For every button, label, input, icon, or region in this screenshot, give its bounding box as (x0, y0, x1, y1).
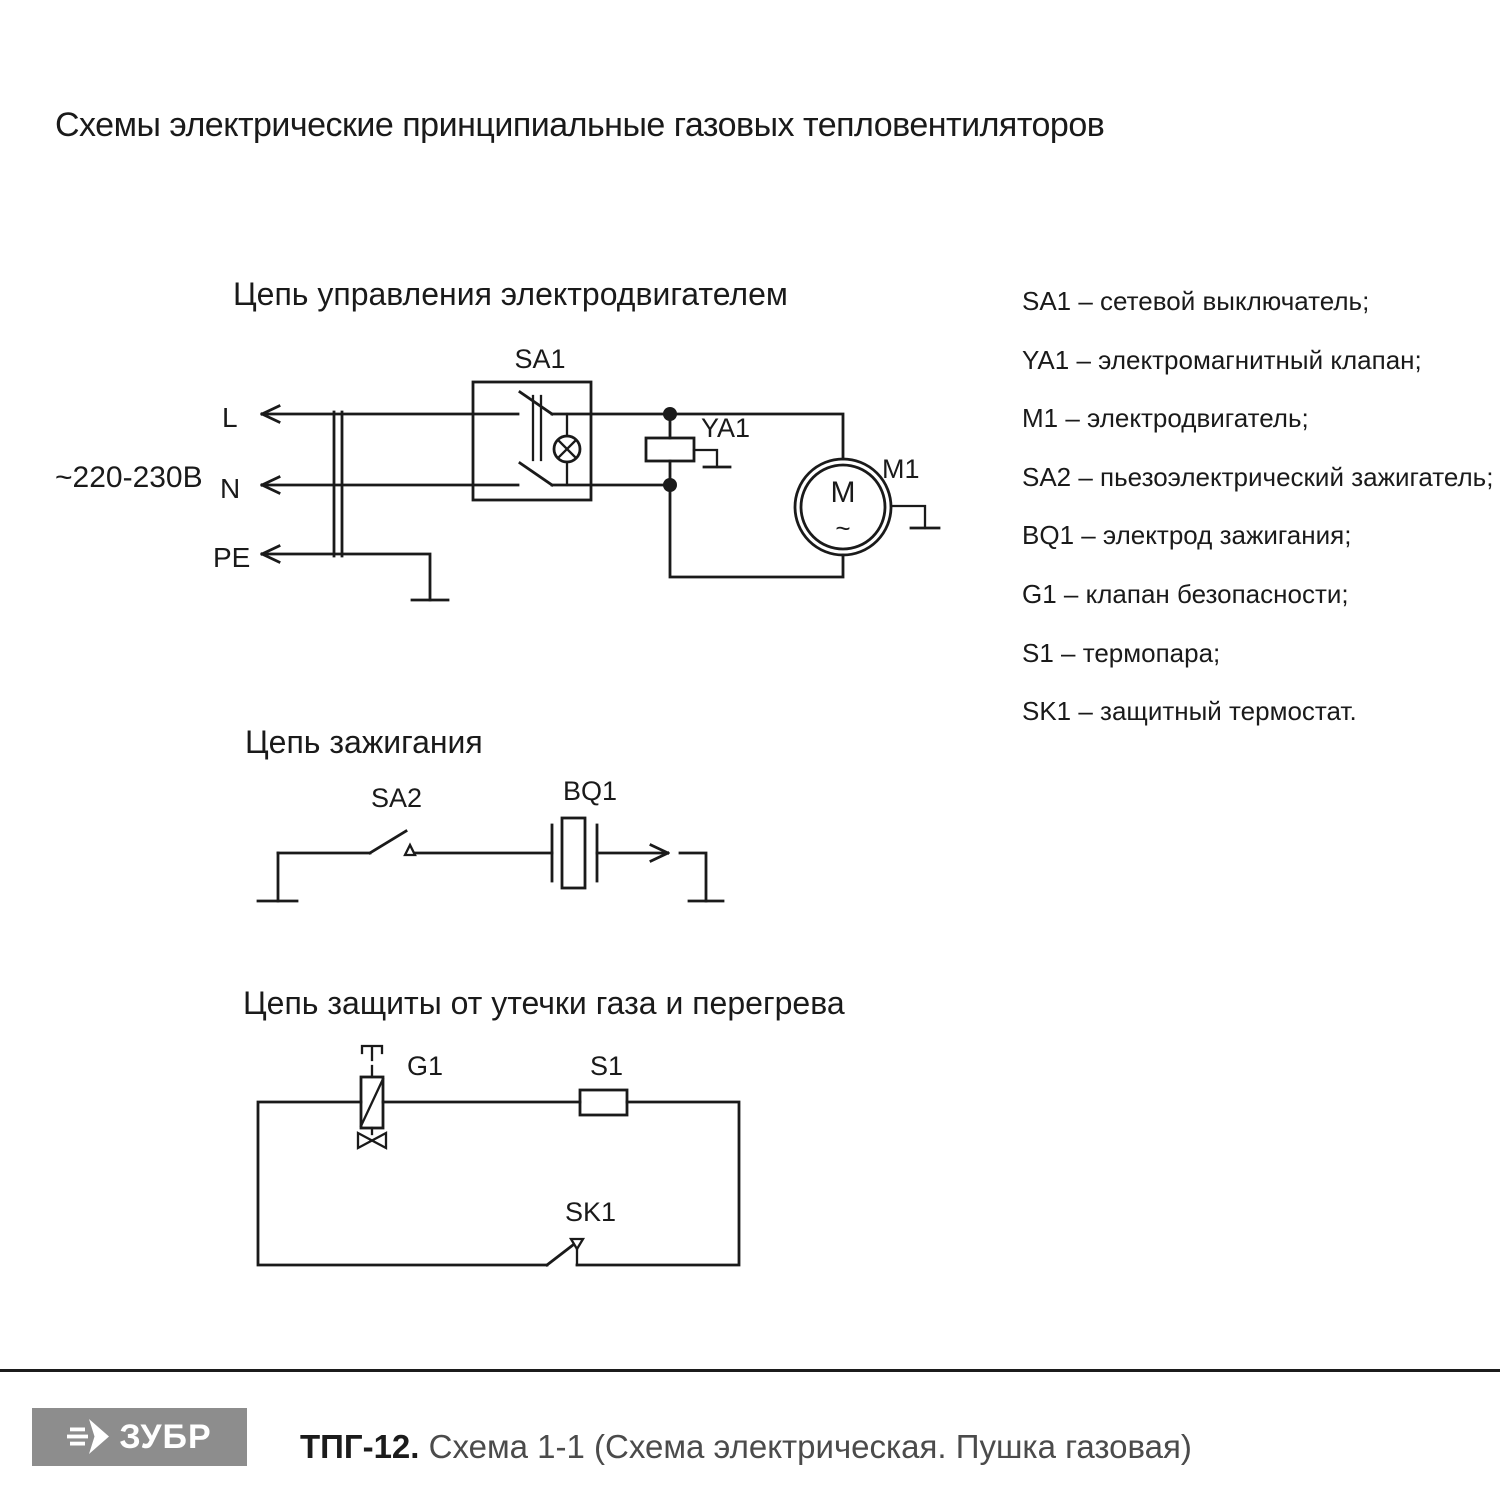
m1-label: M1 (882, 454, 920, 484)
ignition-circuit (245, 724, 723, 901)
ya1-label: YA1 (701, 413, 751, 443)
terminal-l-label: L (222, 402, 238, 433)
terminal-n-label: N (220, 473, 241, 504)
bq1-electrode-symbol (552, 818, 597, 888)
switch-blade (520, 463, 552, 485)
wire-l-to-motor (552, 414, 843, 459)
supply-voltage-label: ~220-230В (55, 461, 203, 494)
earth-ground-icon (694, 450, 730, 467)
terminal-pe-label: PE (213, 542, 251, 573)
gas-valve-bowtie-icon (358, 1128, 386, 1148)
footer-divider (0, 1369, 1500, 1372)
sa2-label: SA2 (371, 783, 423, 813)
s1-label: S1 (590, 1051, 624, 1081)
legend-item: BQ1 – электрод зажигания; (1022, 520, 1352, 551)
section-heading-motor-control: Цепь управления электродвигателем (233, 276, 788, 312)
switch-blade (520, 392, 552, 414)
valve-actuator-icon (362, 1046, 382, 1077)
page-title: Схемы электрические принципиальные газовых тепловентиляторов (55, 106, 1105, 144)
legend-item: SA1 – сетевой выключатель; (1022, 286, 1370, 316)
schema-description: Схема 1-1 (Схема электрическая. Пушка газовая) (428, 1428, 1192, 1465)
spark-arrow-icon (597, 845, 668, 861)
brand-logo (32, 1408, 247, 1466)
g1-label: G1 (407, 1051, 444, 1081)
spark-gap-electrode (680, 853, 723, 901)
g1-safety-valve-symbol (358, 1046, 386, 1148)
model-number: ТПГ-12. (300, 1428, 420, 1465)
earth-ground-icon (258, 853, 297, 901)
section-heading-protection: Цепь защиты от утечки газа и перегрева (243, 985, 845, 1021)
legend-item: SK1 – защитный термостат. (1022, 696, 1357, 727)
wire-loop-left (258, 1102, 547, 1265)
wire-pe (262, 554, 430, 600)
footer-caption (300, 1428, 1192, 1466)
brand-name: ЗУБР (119, 1417, 212, 1456)
legend-item: G1 – клапан безопасности; (1022, 578, 1349, 609)
earth-ground-icon (891, 506, 939, 528)
legend-item: YA1 – электромагнитный клапан; (1022, 344, 1422, 375)
s1-thermocouple-symbol (580, 1090, 627, 1115)
bq1-label: BQ1 (563, 776, 618, 806)
sa1-switch-symbol (473, 382, 591, 500)
sk1-thermostat-symbol (547, 1239, 583, 1265)
indicator-lamp-icon (554, 414, 580, 485)
wire-loop-right (577, 1102, 739, 1265)
arrow-right-icon (67, 1417, 111, 1457)
sa1-label: SA1 (514, 344, 566, 374)
sa2-switch-symbol (370, 831, 415, 855)
section-heading-ignition: Цепь зажигания (245, 724, 483, 760)
motor-control-circuit (55, 276, 939, 600)
sk1-label: SK1 (565, 1197, 617, 1227)
protection-circuit (243, 985, 845, 1265)
legend-item: SA2 – пьезоэлектрический зажигатель; (1022, 461, 1494, 492)
legend-item: M1 – электродвигатель; (1022, 403, 1309, 434)
motor-ac-sign: ~ (835, 513, 851, 543)
legend-item: S1 – термопара; (1022, 637, 1221, 668)
motor-letter: M (830, 476, 856, 509)
wire-n-return (670, 485, 843, 577)
